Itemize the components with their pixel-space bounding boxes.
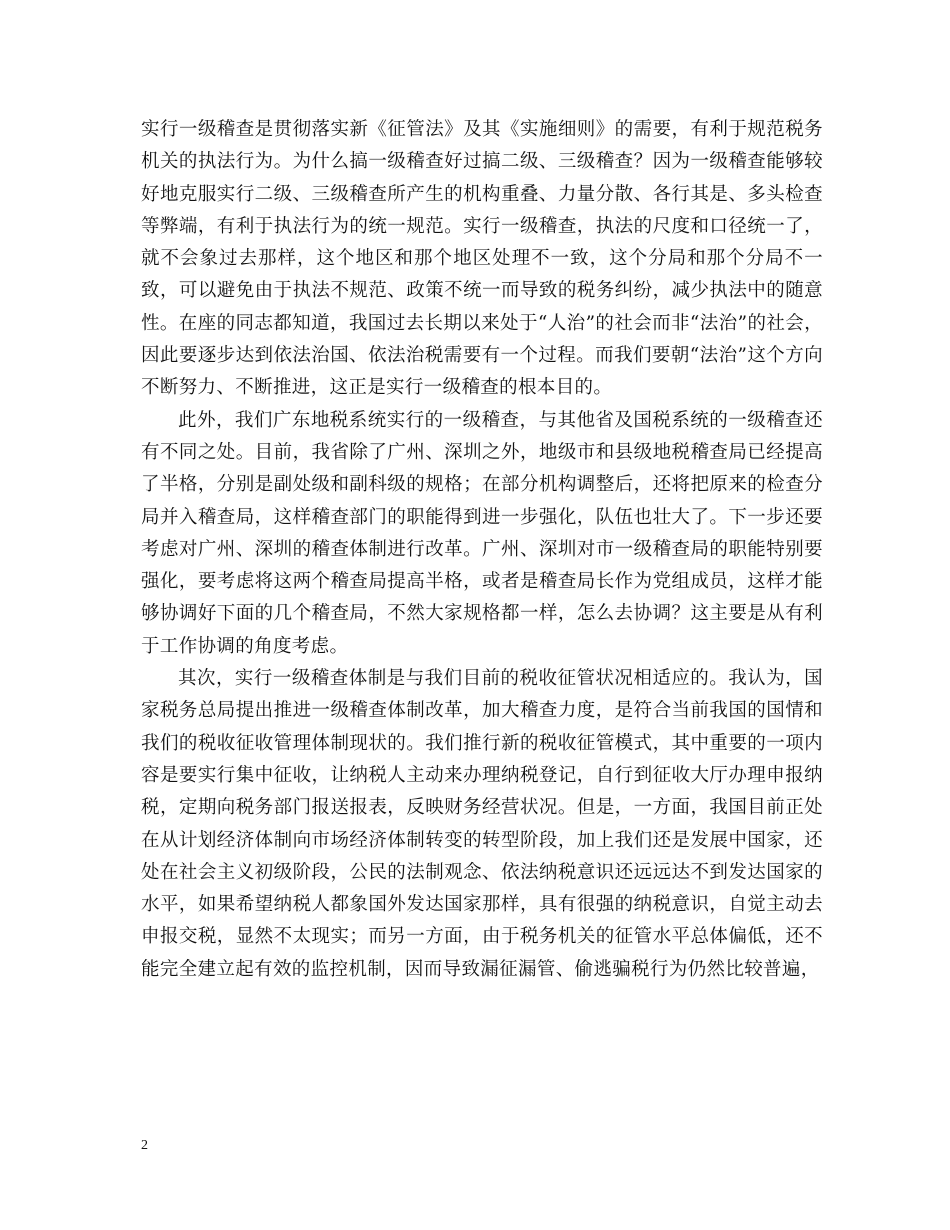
page-number: 2 xyxy=(141,1138,148,1153)
document-body xyxy=(141,114,823,986)
paragraph-2: 此外，我们广东地税系统实行的一级稽查，与其他省及国税系统的一级稽查还有不同之处。目前，我省除了广州、深圳之外，地级市和县级地税稽查局已经提高了半格，分别是副处级和副科级的规格；在部分机构调整后，还将把原来的检查分局并入稽查局，这样稽查部门的职能得到进一步强化，队伍也壮大了。下一步还要考虑对广州、深圳的稽查体制进行改革。广州、深圳对市一级稽查局的职能特别要强化，要考虑将这两个稽查局提高半格，或者是稽查局长作为党组成员，这样才能够协调好下面的几个稽查局，不然大家规格都一样，怎么去协调？这主要是从有利于工作协调的角度考虑。 xyxy=(141,409,823,657)
paragraph-1: 实行一级稽查是贯彻落实新《征管法》及其《实施细则》的需要，有利于规范税务机关的执法行为。为什么搞一级稽查好过搞二级、三级稽查？因为一级稽查能够较好地克服实行二级、三级稽查所产生的机构重叠、力量分散、各行其是、多头检查等弊端，有利于执法行为的统一规范。实行一级稽查，执法的尺度和口径统一了，就不会象过去那样，这个地区和那个地区处理不一致，这个分局和那个分局不一致，可以避免由于执法不规范、政策不统一而导致的税务纠纷，减少执法中的随意性。在座的同志都知道，我国过去长期以来处于“人治”的社会而非“法治”的社会，因此要逐步达到依法治国、依法治税需要有一个过程。而我们要朝“法治”这个方向不断努力、不断推进，这正是实行一级稽查的根本目的。 xyxy=(141,119,823,399)
paragraph-3: 其次，实行一级稽查体制是与我们目前的税收征管状况相适应的。我认为，国家税务总局提出推进一级稽查体制改革，加大稽查力度，是符合当前我国的国情和我们的税收征收管理体制现状的。我们推行新的税收征管模式，其中重要的一项内容是要实行集中征收，让纳税人主动来办理纳税登记，自行到征收大厅办理申报纳税，定期向税务部门报送报表，反映财务经营状况。但是，一方面，我国目前正处在从计划经济体制向市场经济体制转变的转型阶段，加上我们还是发展中国家，还处在社会主义初级阶段，公民的法制观念、依法纳税意识还远远达不到发达国家的水平，如果希望纳税人都象国外发达国家那样，具有很强的纳税意识，自觉主动去申报交税，显然不太现实；而另一方面，由于税务机关的征管水平总体偏低，还不能完全建立起有效的监控机制，因而导致漏征漏管、偷逃骗税行为仍然比较普遍， xyxy=(141,668,823,980)
